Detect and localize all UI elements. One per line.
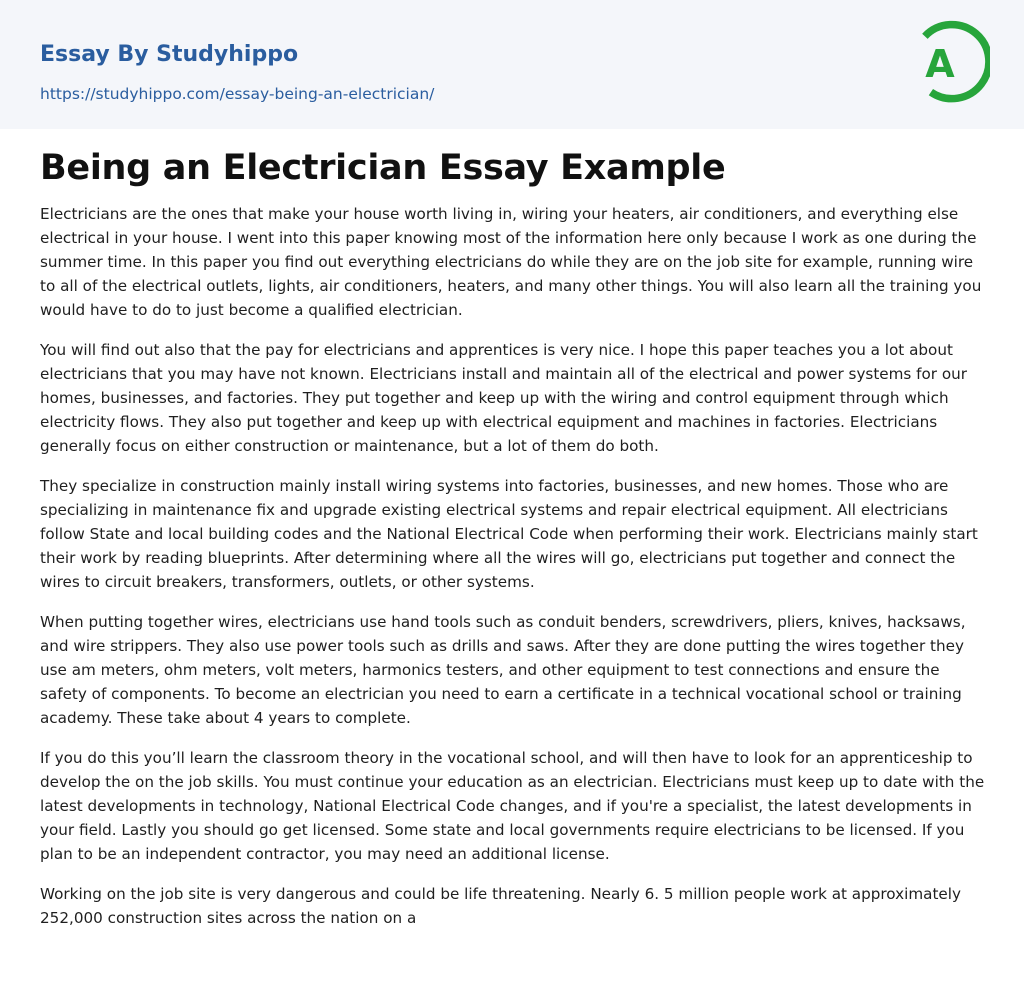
essay-paragraph: If you do this you’ll learn the classroom theory in the vocational school, and will then have to look for an apprenticeship to develop the on the job skills. You must continue your education as an electrician. Electricians must keep up to date with the latest developments in technology, National Electrical Code changes, and if you're a specialist, the latest developments in your field. Lastly you should go get licensed. Some state and local governments require electricians to be licensed. If you plan to be an independent contractor, you may need an additional license. bbox=[40, 749, 985, 863]
essay-paragraph: They specialize in construction mainly install wiring systems into factories, businesses, and new homes. Those who are specializing in maintenance fix and upgrade existing electrical systems and repair electrical equipment. All electricians follow State and local building codes and the National Electrical Code when performing their work. Electricians mainly start their work by reading blueprints. After determining where all the wires will go, electricians put together and connect the wires to circuit breakers, transformers, outlets, or other systems. bbox=[40, 477, 978, 591]
essay-paragraph: When putting together wires, electricians use hand tools such as conduit benders, screwdrivers, pliers, knives, hacksaws, and wire strippers. They also use power tools such as drills and saws. After they are done putting the wires together they use am meters, ohm meters, volt meters, harmonics testers, and other equipment to test connections and ensure the safety of components. To become an electrician you need to earn a certificate in a technical vocational school or training academy. These take about 4 years to complete. bbox=[40, 613, 966, 727]
article bbox=[40, 144, 986, 946]
site-name[interactable]: Essay By Studyhippo bbox=[40, 42, 299, 67]
site-header bbox=[0, 0, 1024, 129]
page-title: Being an Electrician Essay Example bbox=[40, 148, 726, 188]
studyhippo-logo-icon[interactable] bbox=[910, 18, 990, 108]
essay-paragraph: Working on the job site is very dangerous and could be life threatening. Nearly 6. 5 million people work at approximately 252,000 construction sites across the nation on a bbox=[40, 885, 961, 927]
essay-paragraph: Electricians are the ones that make your house worth living in, wiring your heaters, air conditioners, and everything else electrical in your house. I went into this paper knowing most of the information here only because I work as one during the summer time. In this paper you find out everything electricians do while they are on the job site for example, running wire to all of the electrical outlets, lights, air conditioners, heaters, and many other things. You will also learn all the training you would have to do to just become a qualified electrician. bbox=[40, 205, 982, 319]
essay-paragraph: You will find out also that the pay for electricians and apprentices is very nice. I hope this paper teaches you a lot about electricians that you may have not known. Electricians install and maintain all of the electrical and power systems for our homes, businesses, and factories. They put together and keep up with the wiring and control equipment through which electricity flows. They also put together and keep up with electrical equipment and machines in factories. Electricians generally focus on either construction or maintenance, but a lot of them do both. bbox=[40, 341, 968, 455]
essay-url-link[interactable]: https://studyhippo.com/essay-being-an-electrician/ bbox=[40, 85, 435, 103]
logo-letter: A bbox=[925, 42, 955, 86]
